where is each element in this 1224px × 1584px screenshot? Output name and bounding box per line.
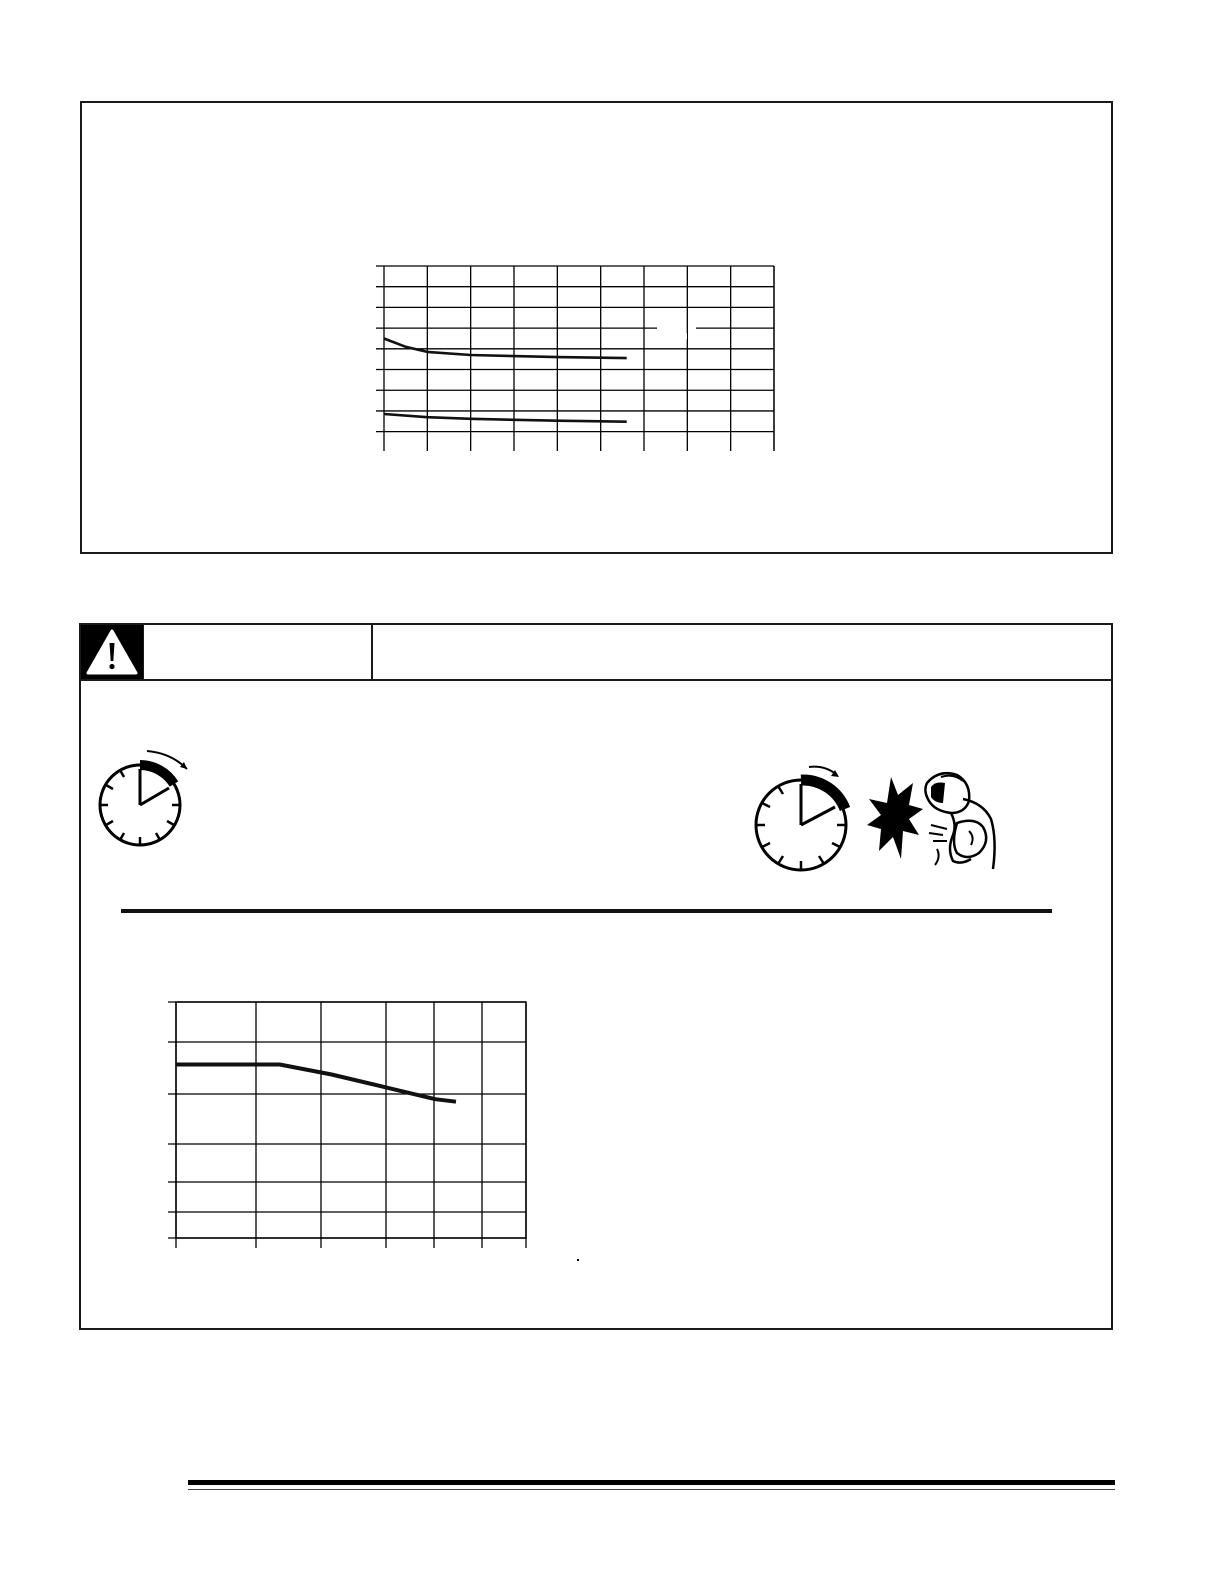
series-line-2	[384, 414, 627, 422]
warning-header	[81, 625, 1111, 681]
duty-cycle-clock-icon	[95, 741, 205, 851]
stray-mark	[577, 1259, 579, 1261]
plot-frame	[176, 1002, 526, 1238]
warning-icon-cell	[81, 625, 143, 679]
grid-gap	[683, 333, 687, 339]
warning-triangle-icon	[81, 625, 143, 679]
footer-rule-thick	[188, 1480, 1115, 1485]
footer-rule-thin	[188, 1489, 1115, 1490]
series-line-1	[176, 1065, 456, 1102]
overheat-clock-icon	[753, 757, 863, 873]
chart-output-curves	[364, 262, 784, 458]
warning-header-separator	[143, 625, 144, 679]
section-rule	[121, 909, 1052, 913]
warning-header-divider	[371, 625, 373, 679]
chart-duty-cycle	[160, 996, 540, 1252]
welder-icon	[913, 769, 1003, 873]
